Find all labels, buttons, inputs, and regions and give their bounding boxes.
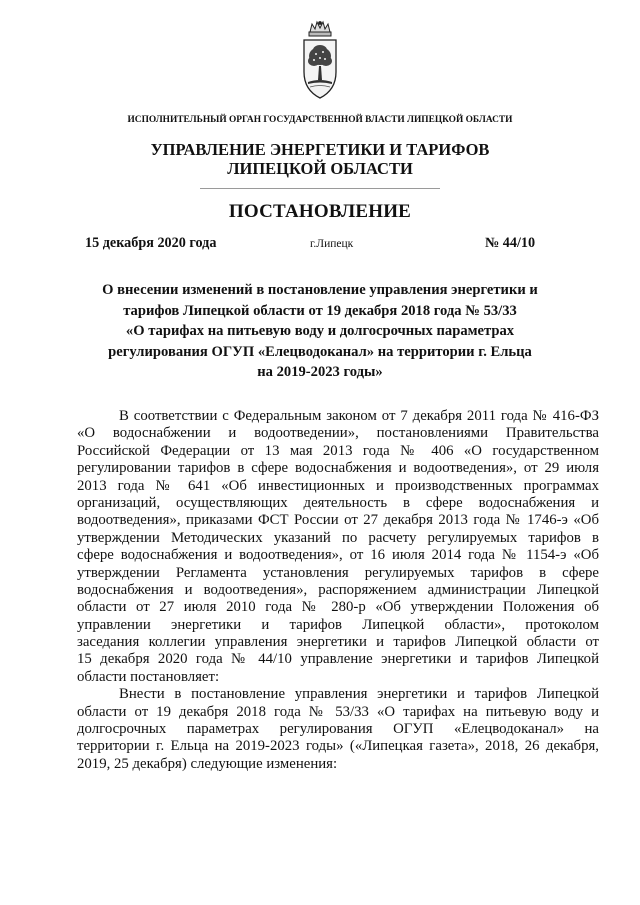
body-line: управлении энергетики и тарифов Липецкой области», протоколом [77,616,599,633]
title-line: регулирования ОГУП «Елецводоканал» на территории г. Ельца [108,343,532,360]
issuing-authority: ИСПОЛНИТЕЛЬНЫЙ ОРГАН ГОСУДАРСТВЕННОЙ ВЛАСТИ ЛИПЕЦКОЙ ОБЛАСТИ [127,115,513,125]
body-line: территории г. Ельца на 2019-2023 годы» («Липецкая газета», 2018, 26 декабря, [77,738,599,755]
body-line: водоотведения», приказами ФСТ России от 27 декабря 2013 года № 1746-э «Об [77,512,599,529]
body-line: 2019, 25 декабря) следующие изменения: [77,755,338,772]
coat-of-arms-icon [300,20,340,102]
title-line: тарифов Липецкой области от 19 декабря 2018 года № 53/33 [123,302,517,319]
body-line: организаций, осуществляющих деятельность в сфере водоснабжения и [77,494,599,511]
document-date: 15 декабря 2020 года [85,235,217,251]
title-line: на 2019-2023 годы» [257,364,383,380]
title-line: О внесении изменений в постановление управления энергетики и [102,282,538,298]
body-line: 15 декабря 2020 года № 44/10 управление энергетики и тарифов Липецкой [77,651,599,668]
document-number: № 44/10 [485,235,536,251]
department-name [0,140,640,178]
document-body [77,408,599,773]
body-line: 2013 года № 641 «Об инвестиционных и производственных программах [77,477,599,494]
body-line: области от 19 декабря 2018 года № 53/33 «О тарифах на питьевую воду и [77,703,599,720]
preamble-paragraph [77,408,599,686]
department-line: ЛИПЕЦКОЙ ОБЛАСТИ [227,159,413,178]
title-line: «О тарифах на питьевую воду и долгосрочных параметрах [125,323,515,339]
body-line: В соответствии с Федеральным законом от 7 декабря 2011 года № 416-ФЗ [119,408,599,424]
department-line: УПРАВЛЕНИЕ ЭНЕРГЕТИКИ И ТАРИФОВ [150,140,490,159]
document-title [0,280,640,383]
body-line: регулировании тарифов в сфере водоснабжения и водоотведения», от 29 июля [77,460,599,477]
body-line: «О водоснабжении и водоотведении», постановлениями Правительства [77,425,599,442]
body-line: области постановляет: [77,668,220,685]
body-line: Внести в постановление управления энергетики и тарифов Липецкой [119,686,599,703]
document-type: ПОСТАНОВЛЕНИЕ [228,201,412,222]
body-line: области от 27 июля 2010 года № 280-р «Об утверждении Положения об [77,599,599,616]
body-line: сфере водоснабжения и водоотведения», от 16 июля 2014 года № 1154-э «Об [77,547,599,564]
document-city: г.Липецк [310,238,354,250]
body-line: заседания коллегии управления энергетики и тарифов Липецкой области от [77,634,599,651]
body-line: утверждении Регламента установления регулируемых тарифов в сфере [77,564,599,581]
body-line: утверждении Методических указаний по расчету регулируемых тарифов в [77,529,599,546]
body-line: долгосрочных параметрах регулирования ОГУП «Елецводоканал» на [77,721,599,738]
resolution-paragraph [77,686,599,773]
body-line: водоснабжения и водоотведения», распоряжением администрации Липецкой [77,581,599,598]
header-divider [200,188,440,189]
body-line: Российской Федерации от 13 мая 2013 года № 406 «О государственном [77,442,599,459]
